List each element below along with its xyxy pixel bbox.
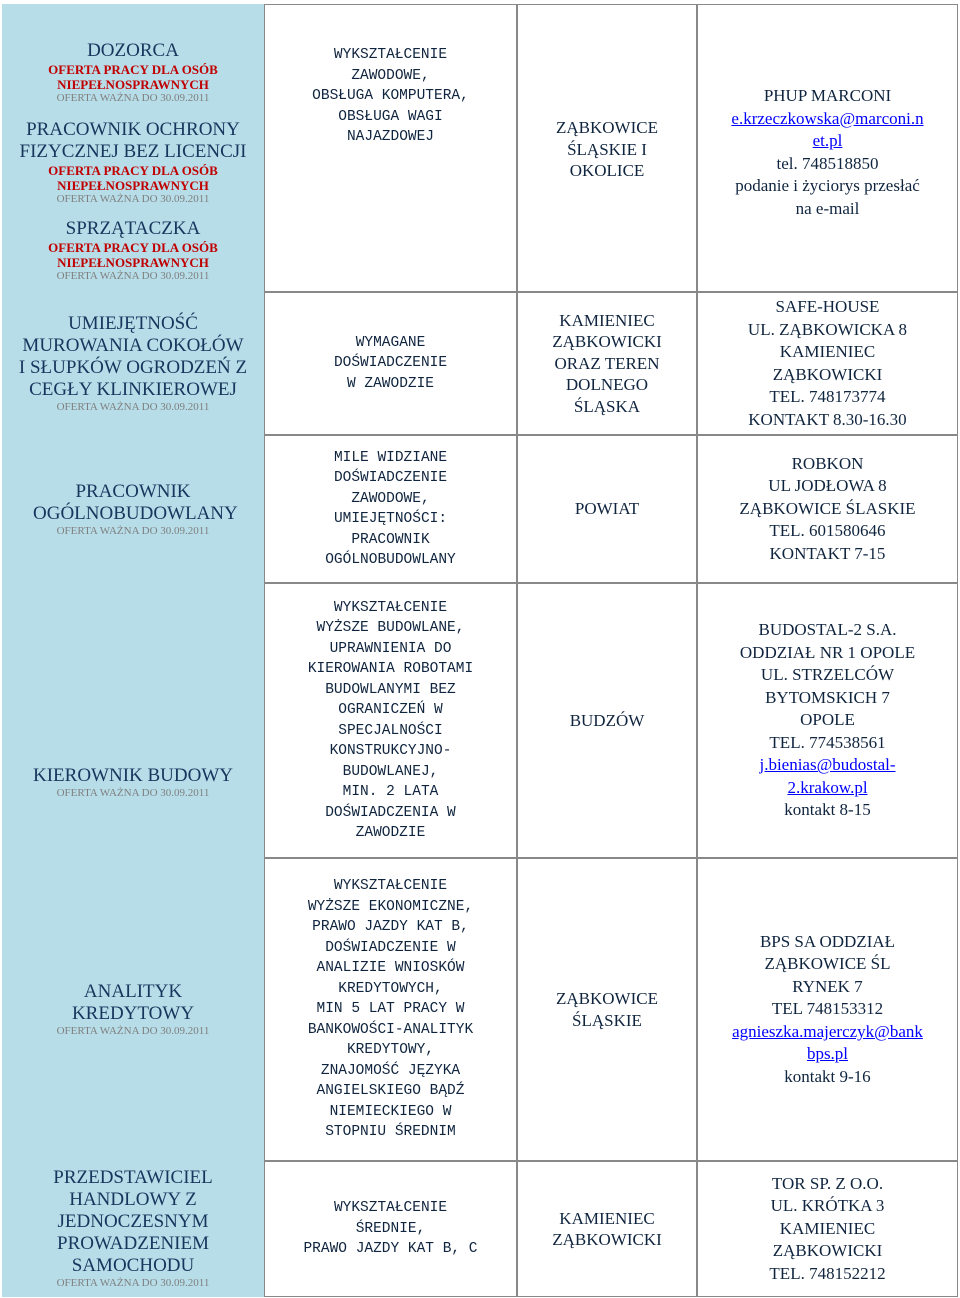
text-line: ZĄBKOWICKI bbox=[772, 364, 883, 384]
text-line: KONTAKT 7-15 bbox=[769, 543, 886, 563]
email-link[interactable] bbox=[732, 1021, 923, 1066]
text-line: TEL. 601580646 bbox=[769, 521, 886, 541]
text-line: KAMIENIEC bbox=[779, 342, 876, 361]
text-line: MILE WIDZIANE bbox=[333, 449, 448, 466]
text-line: KREDYTOWY, bbox=[346, 1042, 434, 1059]
contact-cell bbox=[697, 858, 958, 1161]
text-line: OPOLE bbox=[800, 710, 855, 730]
text-line: UL JODŁOWA 8 bbox=[768, 476, 887, 496]
text-line: PHUP MARCONI bbox=[763, 86, 892, 105]
contact-text bbox=[748, 296, 907, 431]
text-line: ZAWODOWE, bbox=[351, 67, 430, 84]
requirements-cell bbox=[264, 292, 517, 435]
text-line: DOŚWIADCZENIE W bbox=[325, 939, 456, 956]
text-line: PRACOWNIK bbox=[351, 531, 430, 548]
text-line: ANGIELSKIEGO BĄDŹ bbox=[316, 1083, 465, 1100]
text-line: W ZAWODZIE bbox=[346, 375, 434, 392]
text-line: OGRANICZEŃ W bbox=[338, 702, 443, 718]
text-line: ZĄBKOWICKI bbox=[552, 332, 662, 352]
text-line: KONSTRUKCYJNO- bbox=[329, 743, 452, 759]
text-line: BUDOWLANYMI BEZ bbox=[325, 681, 456, 698]
text-line: BPS SA ODDZIAŁ bbox=[759, 931, 896, 951]
location-cell bbox=[517, 858, 697, 1161]
position-title: KIEROWNIK BUDOWY bbox=[33, 765, 233, 786]
text-line: PRAWO JAZDY KAT B, bbox=[312, 919, 469, 936]
text-line[interactable]: j.bienias@budostal- bbox=[759, 755, 896, 775]
position-cell-group bbox=[2, 4, 264, 292]
position-cell bbox=[2, 435, 264, 583]
offer-valid-note: OFERTA WAŻNA DO 30.09.2011 bbox=[56, 524, 210, 537]
text-line: TEL. 774538561 bbox=[769, 732, 886, 752]
position-title: PRACOWNIK OGÓLNOBUDOWLANY bbox=[33, 480, 238, 524]
location-cell bbox=[517, 583, 697, 858]
text-line: OGÓLNOBUDOWLANY bbox=[325, 552, 456, 568]
requirements-text bbox=[312, 45, 469, 148]
position-title: ANALITYK KREDYTOWY bbox=[71, 981, 195, 1024]
text-line: KONTAKT 8.30-16.30 bbox=[748, 409, 907, 429]
text-line[interactable]: bps.pl bbox=[806, 1044, 849, 1064]
text-line: NIEMIECKIEGO W bbox=[329, 1103, 452, 1120]
requirements-cell bbox=[264, 583, 517, 858]
position-cell bbox=[2, 292, 264, 435]
text-line: ZAWODZIE bbox=[355, 825, 426, 841]
text-line: TEL. 748152212 bbox=[769, 1263, 886, 1283]
text-line: PRAWO JAZDY KAT B, C bbox=[303, 1241, 478, 1258]
text-line: WYMAGANE bbox=[355, 334, 426, 351]
text-line: WYKSZTAŁCENIE bbox=[333, 878, 448, 895]
location-text bbox=[575, 498, 639, 520]
contact-cell bbox=[697, 4, 958, 292]
text-line: WYKSZTAŁCENIE bbox=[333, 1200, 448, 1217]
contact-text bbox=[739, 453, 915, 566]
location-cell bbox=[517, 1161, 697, 1297]
offer-valid-note: OFERTA WAŻNA DO 30.09.2011 bbox=[56, 193, 210, 205]
text-line: ZĄBKOWICKI bbox=[772, 1241, 883, 1261]
text-line[interactable]: 2.krakow.pl bbox=[787, 777, 868, 797]
text-line: ŚREDNIE, bbox=[355, 1220, 426, 1237]
position-title: SPRZĄTACZKA bbox=[65, 218, 201, 239]
text-line: WYŻSZE BUDOWLANE, bbox=[316, 620, 465, 636]
position-cell bbox=[2, 1161, 264, 1297]
requirements-cell bbox=[264, 4, 517, 292]
text-line: podanie i życiorys przesłać bbox=[735, 176, 920, 195]
text-line: DOŚWIADCZENIA W bbox=[325, 804, 456, 821]
text-line: UPRAWNIENIA DO bbox=[329, 640, 452, 657]
location-text bbox=[556, 988, 658, 1031]
text-line[interactable]: agnieszka.majerczyk@bank bbox=[732, 1021, 923, 1041]
text-line: NAJAZDOWEJ bbox=[346, 129, 434, 145]
text-line: UL. KRÓTKA 3 bbox=[770, 1196, 885, 1216]
position-cell bbox=[2, 858, 264, 1161]
text-line: MIN 5 LAT PRACY W bbox=[316, 1001, 465, 1018]
requirements-cell bbox=[264, 435, 517, 583]
text-line: na e-mail bbox=[795, 198, 860, 218]
position-title: DOZORCA bbox=[87, 40, 179, 61]
contact-cell bbox=[697, 435, 958, 583]
text-line: TEL 748153312 bbox=[771, 999, 884, 1019]
requirements-text bbox=[308, 876, 473, 1143]
text-line: DOLNEGO bbox=[565, 375, 649, 395]
text-line: SPECJALNOŚCI bbox=[338, 722, 443, 739]
text-line: STOPNIU ŚREDNIM bbox=[325, 1124, 456, 1141]
text-line: kontakt 9-16 bbox=[784, 1066, 871, 1086]
location-cell bbox=[517, 4, 697, 292]
text-line: KREDYTOWYCH, bbox=[338, 980, 443, 997]
text-line: ŚLĄSKIE I bbox=[567, 139, 647, 159]
text-line: DOŚWIADCZENIE bbox=[333, 470, 448, 486]
text-line: ZĄBKOWICE bbox=[556, 118, 658, 137]
text-line: ZĄBKOWICKI bbox=[552, 1230, 662, 1249]
text-line: ORAZ TEREN bbox=[554, 353, 660, 373]
disabled-offer-note: OFERTA PRACY DLA OSÓB NIEPEŁNOSPRAWNYCH bbox=[48, 240, 218, 270]
text-line: kontakt 8-15 bbox=[784, 800, 871, 820]
text-line: ZNAJOMOŚĆ JĘZYKA bbox=[320, 1062, 461, 1079]
location-cell bbox=[517, 435, 697, 583]
offer-valid-note: OFERTA WAŻNA DO 30.09.2011 bbox=[56, 92, 210, 104]
text-line: KAMIENIEC bbox=[559, 310, 655, 330]
contact-text bbox=[769, 1173, 885, 1286]
contact-cell bbox=[697, 292, 958, 435]
text-line: KIEROWANIA ROBOTAMI bbox=[307, 661, 474, 677]
text-line[interactable]: e.krzeczkowska@marconi.n bbox=[731, 108, 924, 128]
email-link[interactable] bbox=[731, 108, 923, 153]
requirements-text bbox=[303, 1198, 477, 1260]
position-cell bbox=[2, 583, 264, 858]
text-line: OBSŁUGA WAGI bbox=[338, 108, 443, 125]
text-line: ZĄBKOWICE ŚLASKIE bbox=[739, 498, 916, 518]
text-line: ZĄBKOWICE ŚL bbox=[764, 954, 891, 974]
text-line: UMIEJĘTNOŚCI: bbox=[333, 511, 448, 527]
text-line: BUDOWLANEJ, bbox=[342, 763, 439, 780]
position-title: UMIEJĘTNOŚĆ MUROWANIA COKOŁÓW I SŁUPKÓW OGRODZEŃ Z CEGŁY KLINKIEROWEJ bbox=[18, 313, 248, 400]
position-sprzataczka bbox=[33, 218, 233, 283]
text-line: TOR SP. Z O.O. bbox=[771, 1173, 884, 1193]
position-title: PRACOWNIK OCHRONY FIZYCZNEJ BEZ LICENCJI bbox=[19, 119, 247, 162]
text-line: ODDZIAŁ NR 1 OPOLE bbox=[739, 642, 916, 662]
offer-valid-note: OFERTA WAŻNA DO 30.09.2011 bbox=[56, 1025, 210, 1037]
requirements-text bbox=[308, 598, 473, 844]
text-line: UL. STRZELCÓW bbox=[760, 665, 895, 685]
text-line: ŚLĄSKA bbox=[573, 396, 641, 416]
text-line: WYKSZTAŁCENIE bbox=[333, 47, 448, 63]
text-line: OKOLICE bbox=[569, 161, 645, 180]
location-text bbox=[556, 117, 658, 182]
position-dozorca bbox=[33, 40, 233, 105]
offer-valid-note: OFERTA WAŻNA DO 30.09.2011 bbox=[56, 270, 210, 282]
text-line: POWIAT bbox=[574, 499, 640, 519]
text-line: tel. 748518850 bbox=[776, 153, 879, 173]
contact-text bbox=[732, 931, 923, 1089]
position-title: PRZEDSTAWICIEL HANDLOWY Z JEDNOCZESNYM PROWADZENIEM SAMOCHODU bbox=[53, 1167, 213, 1276]
disabled-offer-note: OFERTA PRACY DLA OSÓB NIEPEŁNOSPRAWNYCH bbox=[48, 62, 218, 92]
email-link[interactable] bbox=[740, 754, 915, 799]
requirements-cell bbox=[264, 1161, 517, 1297]
text-line: UL. ZĄBKOWICKA 8 bbox=[747, 319, 908, 339]
offer-valid-note: OFERTA WAŻNA DO 30.09.2011 bbox=[56, 787, 210, 799]
text-line: WYŻSZE EKONOMICZNE, bbox=[307, 898, 474, 915]
offer-valid-note: OFERTA WAŻNA DO 30.09.2011 bbox=[56, 1277, 210, 1289]
location-text bbox=[552, 310, 662, 418]
contact-text bbox=[740, 619, 915, 822]
offer-valid-note: OFERTA WAŻNA DO 30.09.2011 bbox=[56, 401, 210, 413]
text-line: ŚLĄSKIE bbox=[572, 1010, 642, 1030]
text-line: OBSŁUGA KOMPUTERA, bbox=[312, 88, 469, 104]
text-line: DOŚWIADCZENIE bbox=[333, 355, 448, 372]
text-line: ZAWODOWE, bbox=[351, 490, 430, 507]
text-line: KAMIENIEC bbox=[779, 1218, 876, 1238]
contact-cell bbox=[697, 583, 958, 858]
text-line: RYNEK 7 bbox=[792, 976, 863, 996]
text-line: BUDZÓW bbox=[569, 710, 645, 730]
contact-text bbox=[731, 85, 923, 220]
text-line: BUDOSTAL-2 S.A. bbox=[758, 620, 897, 640]
location-cell bbox=[517, 292, 697, 435]
text-line: BYTOMSKICH 7 bbox=[765, 687, 890, 707]
text-line: KAMIENIEC bbox=[559, 1208, 655, 1228]
requirements-text bbox=[325, 448, 456, 571]
contact-cell bbox=[697, 1161, 958, 1297]
text-line: BANKOWOŚCI-ANALITYK bbox=[307, 1021, 474, 1038]
text-line: MIN. 2 LATA bbox=[342, 784, 439, 800]
text-line: ZĄBKOWICE bbox=[556, 989, 658, 1008]
requirements-text bbox=[334, 333, 447, 395]
position-pracownik-ochrony bbox=[13, 119, 253, 206]
text-line: SAFE-HOUSE bbox=[775, 297, 880, 316]
location-text bbox=[570, 710, 645, 732]
text-line: WYKSZTAŁCENIE bbox=[333, 599, 448, 616]
text-line[interactable]: et.pl bbox=[812, 131, 843, 150]
requirements-cell bbox=[264, 858, 517, 1161]
text-line: TEL. 748173774 bbox=[769, 387, 886, 406]
text-line: ROBKON bbox=[791, 453, 864, 473]
location-text bbox=[552, 1208, 662, 1251]
text-line: ANALIZIE WNIOSKÓW bbox=[316, 960, 465, 977]
disabled-offer-note: OFERTA PRACY DLA OSÓB NIEPEŁNOSPRAWNYCH bbox=[48, 163, 218, 193]
